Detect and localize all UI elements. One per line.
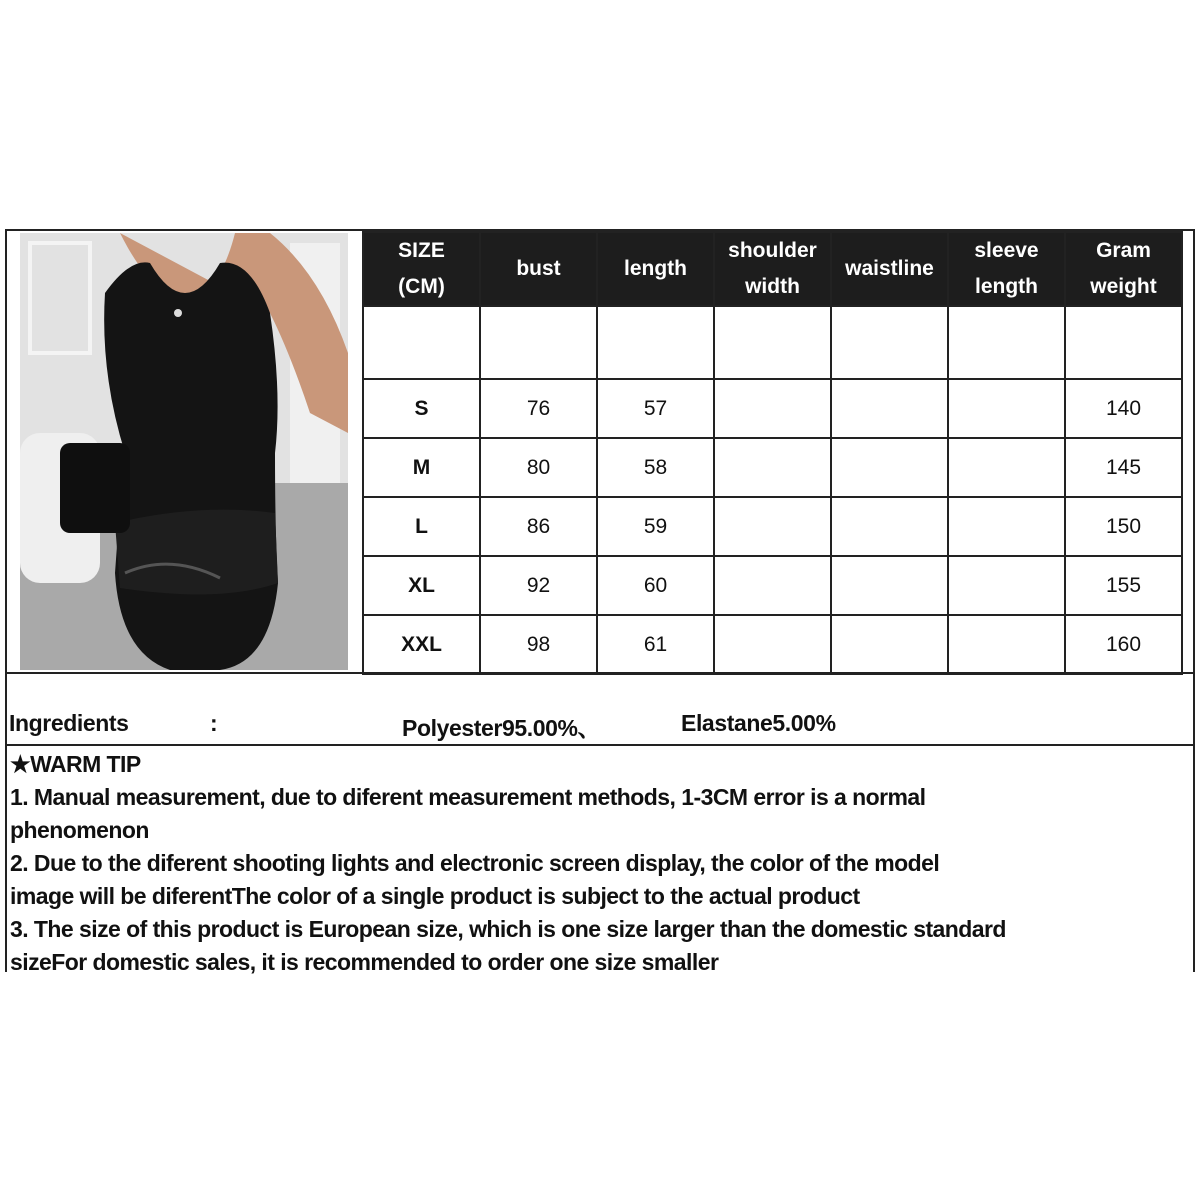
header-size <box>363 232 480 306</box>
table-cell <box>948 306 1065 379</box>
warm-tip-line: 2. Due to the diferent shooting lights and electronic screen display, the color of the model <box>10 850 940 876</box>
gram-weight-cell: 155 <box>1065 556 1182 615</box>
shoulder-width-cell <box>714 497 831 556</box>
sleeve-length-cell <box>948 379 1065 438</box>
bust-cell: 86 <box>480 497 597 556</box>
table-cell <box>597 306 714 379</box>
header-waistline <box>831 232 948 306</box>
bust-cell: 92 <box>480 556 597 615</box>
shoulder-width-cell <box>714 615 831 674</box>
sleeve-length-cell <box>948 615 1065 674</box>
header-text: shoulder <box>728 239 817 262</box>
header-length <box>597 232 714 306</box>
header-text: weight <box>1090 275 1157 298</box>
waistline-cell <box>831 438 948 497</box>
header-text: (CM) <box>398 275 445 298</box>
gram-weight-cell: 150 <box>1065 497 1182 556</box>
header-gram-weight <box>1065 232 1182 306</box>
warm-tip-line: image will be diferentThe color of a single product is subject to the actual product <box>10 883 860 909</box>
table-cell <box>363 306 480 379</box>
size-table <box>362 231 1183 675</box>
warm-tip-section <box>10 748 1195 979</box>
length-cell: 57 <box>597 379 714 438</box>
shoulder-width-cell <box>714 379 831 438</box>
length-cell: 61 <box>597 615 714 674</box>
warm-tip-line: sizeFor domestic sales, it is recommended to order one size smaller <box>10 949 719 975</box>
gram-weight-cell: 145 <box>1065 438 1182 497</box>
table-row <box>363 438 1182 497</box>
waistline-cell <box>831 497 948 556</box>
table-cell <box>480 306 597 379</box>
sleeve-length-cell <box>948 438 1065 497</box>
header-shoulder-width <box>714 232 831 306</box>
waistline-cell <box>831 379 948 438</box>
warm-tip-line: 3. The size of this product is European size, which is one size larger than the domestic standard <box>10 916 1006 942</box>
table-cell <box>1065 306 1182 379</box>
table-header-row <box>363 232 1182 306</box>
bust-cell: 76 <box>480 379 597 438</box>
table-row <box>363 615 1182 674</box>
ingredients-row <box>5 672 1195 746</box>
waistline-cell <box>831 615 948 674</box>
table-row <box>363 497 1182 556</box>
ingredients-label: Ingredients <box>9 710 129 736</box>
ingredient-elastane: Elastane5.00% <box>681 710 836 736</box>
warm-tip-title: ★WARM TIP <box>10 751 141 777</box>
header-text: SIZE <box>398 239 445 262</box>
ingredient-polyester: Polyester95.00%、 <box>402 715 601 741</box>
size-cell: M <box>363 438 480 497</box>
product-photo <box>20 233 348 670</box>
waistline-cell <box>831 556 948 615</box>
header-text: bust <box>516 257 561 280</box>
header-text: width <box>745 275 800 298</box>
size-cell: S <box>363 379 480 438</box>
blank-row <box>363 306 1182 379</box>
ingredients-colon: : <box>210 710 218 736</box>
header-text: waistline <box>845 257 934 280</box>
bust-cell: 80 <box>480 438 597 497</box>
gram-weight-cell: 160 <box>1065 615 1182 674</box>
table-cell <box>714 306 831 379</box>
shoulder-width-cell <box>714 556 831 615</box>
length-cell: 60 <box>597 556 714 615</box>
header-text: Gram <box>1096 239 1151 262</box>
header-bust <box>480 232 597 306</box>
header-text: length <box>975 275 1038 298</box>
header-sleeve-length <box>948 232 1065 306</box>
size-cell: XXL <box>363 615 480 674</box>
size-cell: XL <box>363 556 480 615</box>
table-cell <box>831 306 948 379</box>
header-text: sleeve <box>974 239 1039 262</box>
warm-tip-line: phenomenon <box>10 817 149 843</box>
shoulder-width-cell <box>714 438 831 497</box>
warm-tip-line: 1. Manual measurement, due to diferent measurement methods, 1-3CM error is a normal <box>10 784 926 810</box>
length-cell: 59 <box>597 497 714 556</box>
header-text: length <box>624 257 687 280</box>
length-cell: 58 <box>597 438 714 497</box>
sleeve-length-cell <box>948 497 1065 556</box>
bust-cell: 98 <box>480 615 597 674</box>
sleeve-length-cell <box>948 556 1065 615</box>
size-cell: L <box>363 497 480 556</box>
table-row <box>363 379 1182 438</box>
table-row <box>363 556 1182 615</box>
gram-weight-cell: 140 <box>1065 379 1182 438</box>
